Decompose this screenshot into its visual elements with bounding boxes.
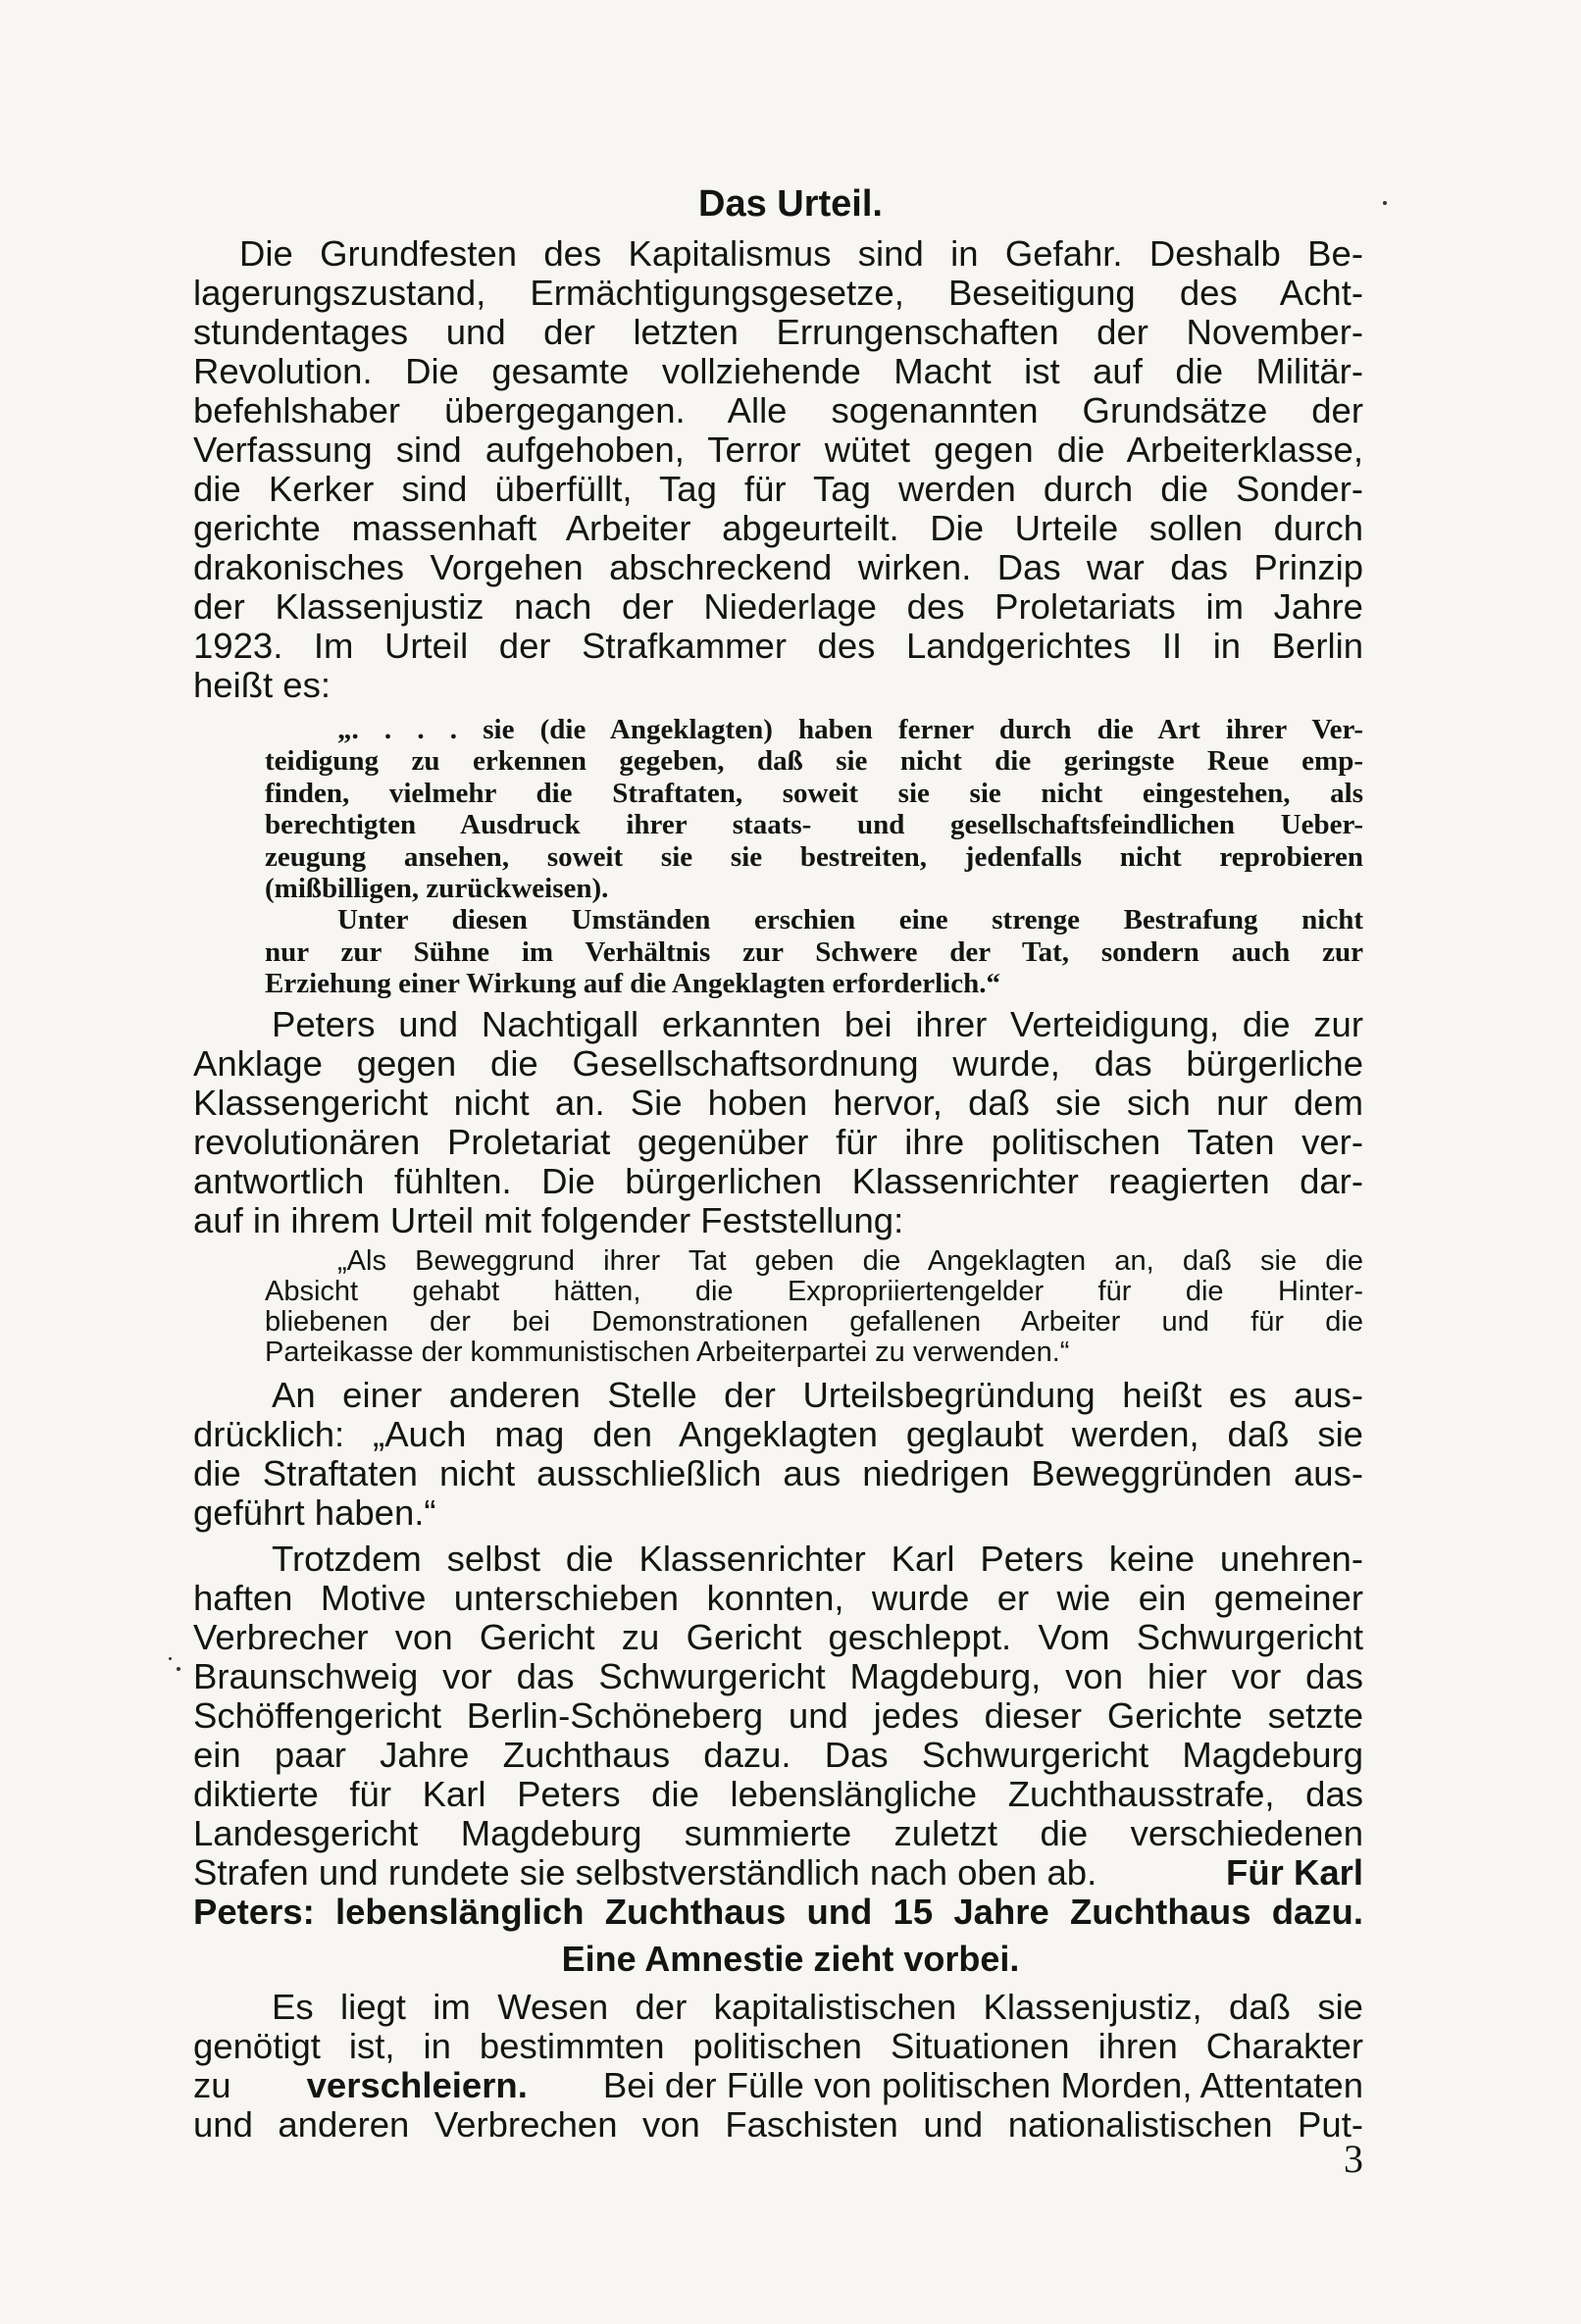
quote-line: Absicht gehabt hätten, die Expropriiertengelder für die Hinter- [265,1277,1363,1307]
paragraph-1 [193,234,1363,705]
text-segment: zu [193,2066,231,2105]
text-line: auf in ihrem Urteil mit folgender Feststellung: [193,1201,904,1240]
section-heading: Eine Amnestie zieht vorbei. [561,1939,1020,1979]
text-segment: Bei der Fülle von politischen Morden, Attentaten [602,2066,1363,2105]
text-line: und anderen Verbrechen von Faschisten und nationalistischen Put- [193,2105,1363,2145]
text-line: Braunschweig vor das Schwurgericht Magdeburg, von hier vor das [193,1657,1363,1696]
text-line: An einer anderen Stelle der Urteilsbegründung heißt es aus- [272,1376,1363,1415]
text-line: Landesgericht Magdeburg summierte zuletzt die verschiedenen [193,1814,1363,1853]
paragraph-5 [193,1988,1363,2145]
page-number: 3 [1344,2137,1363,2181]
print-speck [177,1667,180,1671]
text-line: genötigt ist, in bestimmten politischen Situationen ihren Charakter [193,2027,1363,2066]
emphasis-text: Peters: lebenslänglich Zuchthaus und 15 Jahre Zuchthaus dazu. [193,1893,1363,1932]
text-line: Anklage gegen die Gesellschaftsordnung wurde, das bürgerliche [193,1044,1363,1084]
text-line: diktierte für Karl Peters die lebenslängliche Zuchthausstrafe, das [193,1775,1363,1814]
quote-line: „Als Beweggrund ihrer Tat geben die Angeklagten an, daß sie die [337,1246,1363,1277]
quote-line: Erziehung einer Wirkung auf die Angeklagten erforderlich.“ [265,968,1000,1000]
quote-block-2 [265,1246,1363,1368]
text-line: befehlshaber übergegangen. Alle sogenannten Grundsätze der [193,391,1363,430]
quote-line: nur zur Sühne im Verhältnis zur Schwere der Tat, sondern auch zur [265,935,1363,968]
text-line: Verbrecher von Gericht zu Gericht geschleppt. Vom Schwurgericht [193,1618,1363,1657]
text-line: Klassengericht nicht an. Sie hoben hervor, daß sie sich nur dem [193,1084,1363,1123]
quote-line: Unter diesen Umständen erschien eine strenge Bestrafung nicht [337,904,1363,936]
text-line [193,1853,1363,1893]
quote-line: Parteikasse der kommunistischen Arbeiterpartei zu verwenden.“ [265,1338,1070,1368]
text-line: revolutionären Proletariat gegenüber für ihre politischen Taten ver- [193,1123,1363,1162]
emphasis-text: Für Karl [1226,1853,1363,1893]
quote-line: finden, vielmehr die Straftaten, soweit sie sie nicht eingestehen, als [265,777,1363,809]
text-line: ein paar Jahre Zuchthaus dazu. Das Schwurgericht Magdeburg [193,1736,1363,1775]
text-line: der Klassenjustiz nach der Niederlage des Proletariats im Jahre [193,587,1363,627]
print-speck [1383,201,1387,205]
quote-line: bliebenen der bei Demonstrationen gefallenen Arbeiter und für die [265,1307,1363,1338]
text-line: geführt haben.“ [193,1493,436,1533]
text-line: Es liegt im Wesen der kapitalistischen Klassenjustiz, daß sie [272,1988,1363,2027]
quote-line: zeugung ansehen, soweit sie sie bestreiten, jedenfalls nicht reprobieren [265,840,1363,873]
text-line: Schöffengericht Berlin-Schöneberg und jedes dieser Gerichte setzte [193,1696,1363,1736]
paragraph-2 [193,1005,1363,1240]
text-line: drücklich: „Auch mag den Angeklagten geglaubt werden, daß sie [193,1415,1363,1454]
text-segment: Strafen und rundete sie selbstverständlich nach oben ab. [193,1853,1097,1893]
quote-block-1 [265,714,1363,1000]
paragraph-4 [193,1540,1363,1932]
quote-line: berechtigten Ausdruck ihrer staats- und gesellschaftsfeindlichen Ueber- [265,809,1363,841]
text-line: heißt es: [193,666,331,705]
text-line: haften Motive unterschieben konnten, wurde er wie ein gemeiner [193,1579,1363,1618]
text-line: 1923. Im Urteil der Strafkammer des Landgerichtes II in Berlin [193,627,1363,666]
print-speck [169,1657,172,1660]
quote-line: (mißbilligen, zurückweisen). [265,872,609,904]
text-line: Verfassung sind aufgehoben, Terror wütet gegen die Arbeiterklasse, [193,430,1363,470]
text-line: lagerungszustand, Ermächtigungsgesetze, Beseitigung des Acht- [193,274,1363,313]
section-heading: Das Urteil. [698,183,883,225]
text-line [193,2066,1363,2105]
text-line: Trotzdem selbst die Klassenrichter Karl Peters keine unehren- [272,1540,1363,1579]
text-line: drakonisches Vorgehen abschreckend wirken. Das war das Prinzip [193,548,1363,587]
text-line: stundentages und der letzten Errungenschaften der November- [193,313,1363,352]
quote-line: „. . . . sie (die Angeklagten) haben ferner durch die Art ihrer Ver- [337,714,1363,745]
text-line: die Kerker sind überfüllt, Tag für Tag werden durch die Sonder- [193,470,1363,509]
emphasis-text: verschleiern. [306,2066,528,2105]
quote-line: teidigung zu erkennen gegeben, daß sie nicht die geringste Reue emp- [265,745,1363,778]
text-line: Peters und Nachtigall erkannten bei ihrer Verteidigung, die zur [272,1005,1363,1044]
text-line: Die Grundfesten des Kapitalismus sind in Gefahr. Deshalb Be- [239,234,1363,274]
text-line: gerichte massenhaft Arbeiter abgeurteilt. Die Urteile sollen durch [193,509,1363,548]
paragraph-3 [193,1376,1363,1533]
text-line: die Straftaten nicht ausschließlich aus niedrigen Beweggründen aus- [193,1454,1363,1493]
text-line: Revolution. Die gesamte vollziehende Macht ist auf die Militär- [193,352,1363,391]
text-line: antwortlich fühlten. Die bürgerlichen Klassenrichter reagierten dar- [193,1162,1363,1201]
